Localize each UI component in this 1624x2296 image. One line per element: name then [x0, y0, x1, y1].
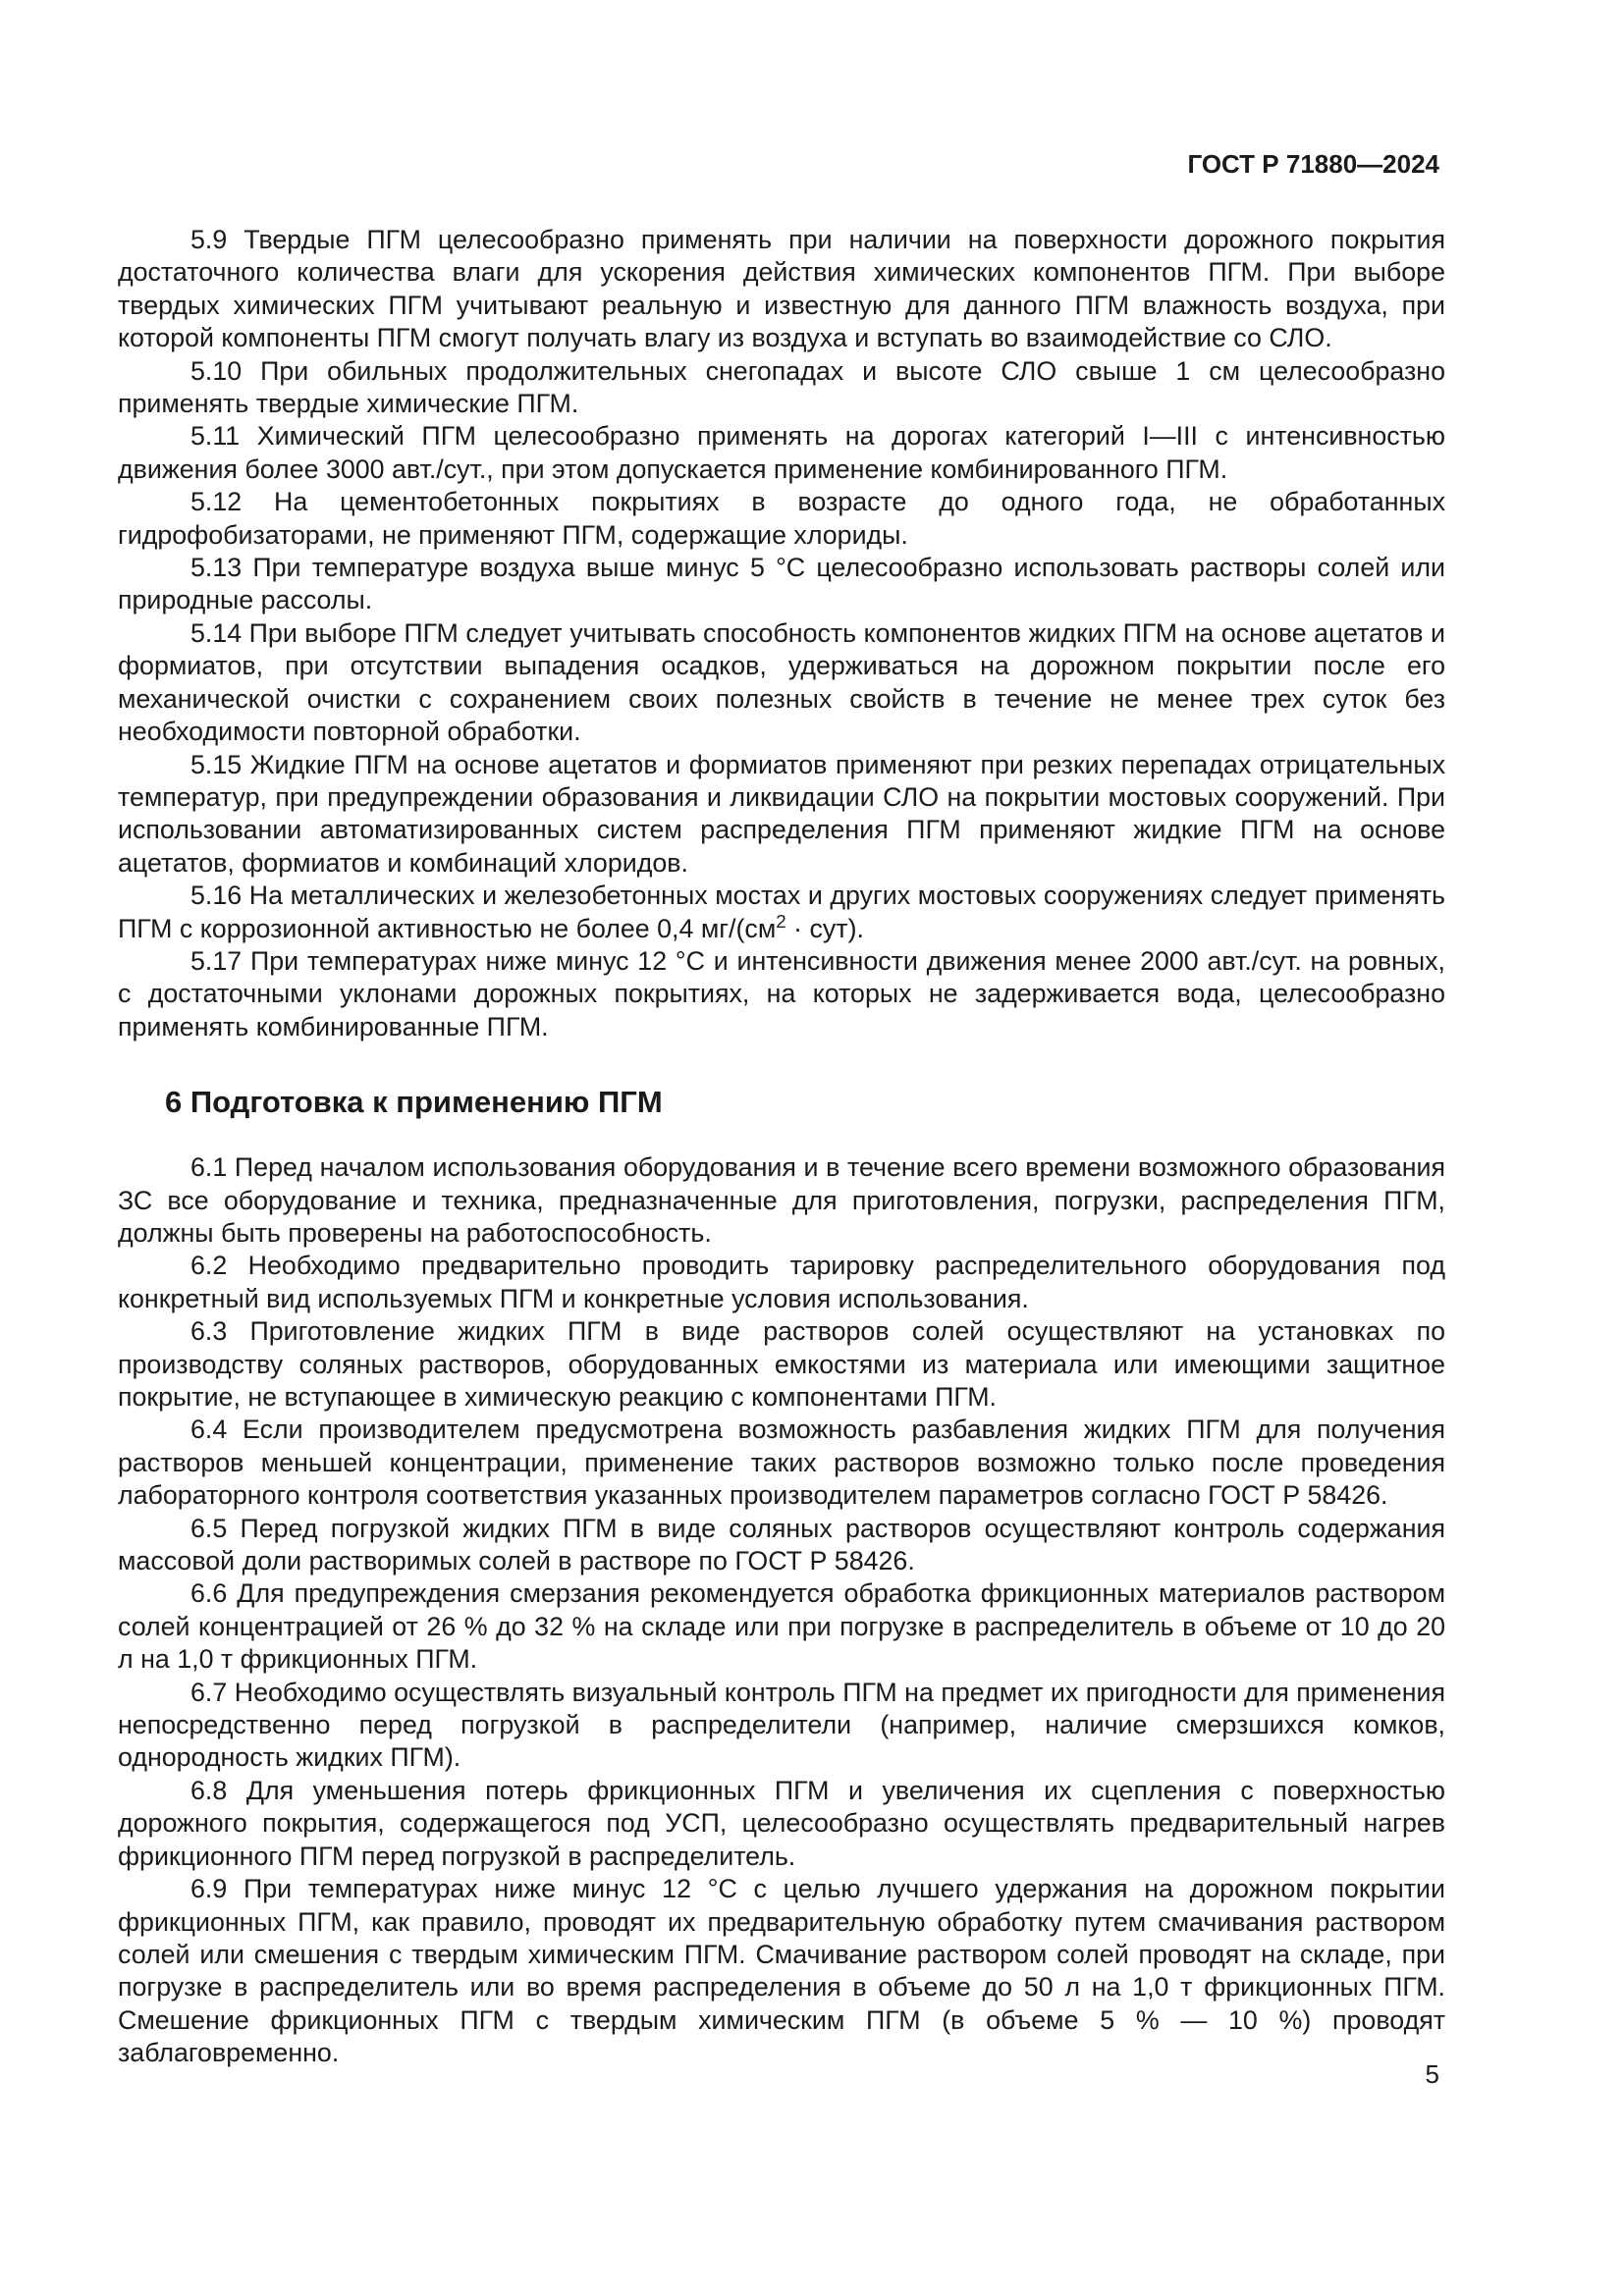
- paragraph-6-5: 6.5 Перед погрузкой жидких ПГМ в виде соляных растворов осуществляют контроль содержания массовой доли растворимых солей в растворе по ГОСТ Р 58426.: [118, 1513, 1445, 1576]
- paragraph-6-4: 6.4 Если производителем предусмотрена возможность разбавления жидких ПГМ для получения растворов меньшей концентрации, применение таких растворов возможно только после проведения лабораторного контроля соответствия указанных производителем параметров согласно ГОСТ Р 58426.: [118, 1415, 1445, 1511]
- paragraph-5-10: 5.10 При обильных продолжительных снегопадах и высоте СЛО свыше 1 см целесообразно применять твердые химические ПГМ.: [118, 355, 1445, 419]
- paragraph-5-15: 5.15 Жидкие ПГМ на основе ацетатов и формиатов применяют при резких перепадах отрицательных температур, при предупреждении образования и ликвидации СЛО на покрытии мостовых сооружений. При использовании автоматизированных систем распределения ПГМ применяют жидкие ПГМ на основе ацетатов, формиатов и комбинаций хлоридов.: [118, 749, 1445, 878]
- paragraph-5-12: 5.12 На цементобетонных покрытиях в возрасте до одного года, не обработанных гидрофобизаторами, не применяют ПГМ, содержащие хлориды.: [118, 487, 1445, 550]
- page-number: 5: [1425, 2059, 1439, 2089]
- superscript-2: 2: [776, 910, 786, 932]
- paragraph-6-7: 6.7 Необходимо осуществлять визуальный контроль ПГМ на предмет их пригодности для применения непосредственно перед погрузкой в распределители (например, наличие смерзшихся комков, однородность жидких ПГМ).: [118, 1677, 1445, 1773]
- paragraph-6-6: 6.6 Для предупреждения смерзания рекомендуется обработка фрикционных материалов раствором солей концентрацией от 26 % до 32 % на складе или при погрузке в распределитель в объеме от 10 до 20 л на 1,0 т фрикционных ПГМ.: [118, 1578, 1445, 1675]
- paragraph-5-11: 5.11 Химический ПГМ целесообразно применять на дорогах категорий I—III с интенсивностью движения более 3000 авт./сут., при этом допускается применение комбинированного ПГМ.: [118, 421, 1445, 484]
- paragraph-6-1: 6.1 Перед началом использования оборудования и в течение всего времени возможного образования ЗС все оборудование и техника, предназначенные для приготовления, погрузки, распределения ПГМ, должны быть проверены на работоспособность.: [118, 1152, 1445, 1248]
- paragraph-5-16: [118, 880, 1445, 945]
- paragraph-5-14: 5.14 При выборе ПГМ следует учитывать способность компонентов жидких ПГМ на основе ацетатов и формиатов, при отсутствии выпадения осадков, удерживаться на дорожном покрытии после его механической очистки с сохранением своих полезных свойств в течение не менее трех суток без необходимости повторной обработки.: [118, 617, 1445, 747]
- paragraph-5-17: 5.17 При температурах ниже минус 12 °С и интенсивности движения менее 2000 авт./сут. на ровных, с достаточными уклонами дорожных покрытиях, на которых не задерживается вода, целесообразно применять комбинированные ПГМ.: [118, 945, 1445, 1041]
- document-code-header: ГОСТ Р 71880—2024: [1187, 149, 1439, 179]
- paragraph-5-16-tail: · сут).: [785, 913, 864, 943]
- paragraph-5-16-text: 5.16 На металлических и железобетонных мостах и других мостовых сооружениях следует применять ПГМ с коррозионной активностью не более 0,4 мг/(см: [118, 881, 1445, 943]
- paragraph-6-8: 6.8 Для уменьшения потерь фрикционных ПГМ и увеличения их сцепления с поверхностью дорожного покрытия, содержащегося под УСП, целесообразно осуществлять предварительный нагрев фрикционного ПГМ перед погрузкой в распределитель.: [118, 1775, 1445, 1871]
- paragraph-6-3: 6.3 Приготовление жидких ПГМ в виде растворов солей осуществляют на установках по производству соляных растворов, оборудованных емкостями из материала или имеющими защитное покрытие, не вступающее в химическую реакцию с компонентами ПГМ.: [118, 1316, 1445, 1412]
- document-body: [118, 224, 1445, 2070]
- paragraph-5-9: 5.9 Твердые ПГМ целесообразно применять при наличии на поверхности дорожного покрытия достаточного количества влаги для ускорения действия химических компонентов ПГМ. При выборе твердых химических ПГМ учитывают реальную и известную для данного ПГМ влажность воздуха, при которой компоненты ПГМ смогут получать влагу из воздуха и вступать во взаимодействие со СЛО.: [118, 225, 1445, 353]
- section-6-heading: 6 Подготовка к применению ПГМ: [165, 1085, 663, 1120]
- paragraph-6-9: 6.9 При температурах ниже минус 12 °С с целью лучшего удержания на дорожном покрытии фрикционных ПГМ, как правило, проводят их предварительную обработку путем смачивания раствором солей или смешения с твердым химическим ПГМ. Смачивание раствором солей проводят на складе, при погрузке в распределитель или во время распределения в объеме до 50 л на 1,0 т фрикционных ПГМ. Смешение фрикционных ПГМ с твердым химическим ПГМ (в объеме 5 % — 10 %) проводят заблаговременно.: [118, 1874, 1445, 2068]
- paragraph-6-2: 6.2 Необходимо предварительно проводить тарировку распределительного оборудования под конкретный вид используемых ПГМ и конкретные условия использования.: [118, 1251, 1445, 1313]
- paragraph-5-13: 5.13 При температуре воздуха выше минус 5 °С целесообразно использовать растворы солей или природные рассолы.: [118, 553, 1445, 615]
